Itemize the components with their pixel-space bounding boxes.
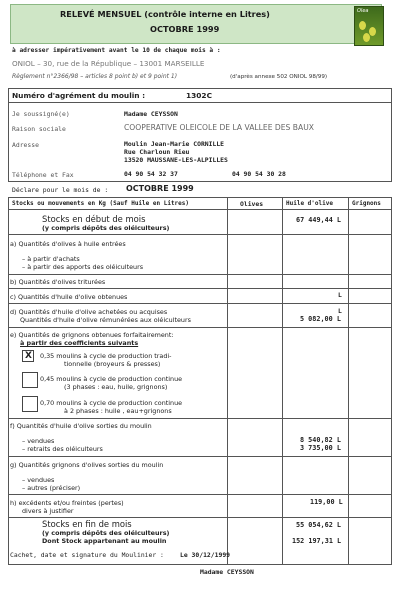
reglement-text: Règlement n°2366/98 – articles 8 point b) et 9 point 1)	[12, 73, 178, 80]
cachet-date: Le 30/12/1999	[180, 551, 231, 559]
e-sub: à partir des coefficients suivants	[20, 339, 139, 347]
soussigne-label: Je soussigné(e)	[12, 110, 70, 118]
d-unit: L	[338, 307, 342, 315]
coef1-checkbox[interactable]	[22, 350, 34, 362]
form-title: RELEVÉ MENSUEL (contrôle interne en Litres)	[60, 9, 270, 19]
instruction-text: à adresser impérativement avant le 10 de chaque mois à :	[12, 47, 221, 54]
h-line2: divers à justifier	[22, 507, 74, 515]
col-divider-3	[348, 197, 349, 565]
adresse-label: Adresse	[12, 141, 39, 149]
adresse-line2: Rue Charloun Rieu	[124, 148, 190, 156]
col-divider-2	[282, 197, 283, 565]
adresse-line1: Moulin Jean-Marie CORNILLE	[124, 140, 225, 148]
coef3-line1: 0,70 moulins à cycle de production continue	[40, 399, 183, 407]
cachet-label: Cachet, date et signature du Moulinier :	[10, 551, 164, 559]
a-line1: – à partir d'achats	[22, 255, 80, 263]
g-line2: – autres (préciser)	[22, 484, 81, 492]
tel-label: Téléphone et Fax	[12, 171, 74, 179]
declare-label: Déclare pour le mois de :	[12, 186, 109, 194]
logo-label: Olea	[357, 8, 369, 14]
f-line2: – retraits des oléiculteurs	[22, 445, 103, 453]
raison-label: Raison sociale	[12, 125, 66, 133]
coef3-line2: à 2 phases : huile , eau+grignons	[64, 407, 172, 415]
row-divider	[8, 288, 392, 289]
stock-debut-huile: 67 449,44 L	[296, 216, 342, 224]
tel-value: 04 90 54 32 37	[124, 170, 178, 178]
col-header-huile: Huile d'olive	[286, 200, 333, 207]
stock-debut-title: Stocks en début de mois	[42, 214, 146, 224]
stock-fin-title: Stocks en fin de mois	[42, 519, 132, 529]
agrement-value: 1302C	[186, 91, 212, 100]
row-divider	[8, 274, 392, 275]
c-title: c) Quantités d'huile d'olive obtenues	[10, 293, 128, 301]
coef3-checkbox[interactable]	[22, 396, 38, 412]
form-month: OCTOBRE 1999	[150, 24, 220, 34]
g-title: g) Quantités grignons d'olives sorties du moulin	[10, 461, 164, 469]
row-divider	[8, 494, 392, 495]
col-divider-1	[227, 197, 228, 565]
col-header-olives: Olives	[240, 200, 264, 208]
row-divider	[8, 234, 392, 235]
check-mark-icon: X	[25, 351, 32, 361]
row-divider	[8, 418, 392, 419]
a-line2: – à partir des apports des oléiculteurs	[22, 263, 144, 271]
stock-fin-value2: 152 197,31 L	[292, 537, 342, 545]
e-title: e) Quantités de grignons obtenues forfaitairement:	[10, 331, 174, 339]
fax-value: 04 90 54 30 28	[232, 170, 286, 178]
h-value: 119,00 L	[310, 498, 343, 506]
stock-fin-sub1: (y compris dépôts des oléiculteurs)	[42, 529, 170, 537]
d-line1: d) Quantités d'huile d'olive achetées ou acquises	[10, 308, 168, 316]
oniol-address: ONIOL – 30, rue de la République – 13001 MARSEILLE	[12, 59, 205, 68]
row-divider	[8, 303, 392, 304]
annexe-text: (d'après annexe 502 ONIOL 98/99)	[230, 74, 328, 80]
row-divider	[8, 456, 392, 457]
raison-value: COOPERATIVE OLEICOLE DE LA VALLEE DES BAUX	[124, 123, 314, 132]
f-value1: 8 540,82 L	[300, 436, 341, 444]
adresse-line3: 13520 MAUSSANE-LES-ALPILLES	[124, 156, 228, 164]
declare-value: OCTOBRE 1999	[126, 184, 194, 193]
g-line1: – vendues	[22, 476, 55, 484]
c-unit: L	[338, 291, 342, 299]
coef1-line1: 0,35 moulins à cycle de production tradi-	[40, 352, 172, 360]
row-divider	[8, 517, 392, 518]
stock-fin-sub2: Dont Stock appartenant au moulin	[42, 537, 167, 545]
olive-logo-icon	[354, 6, 384, 46]
a-title: a) Quantités d'olives à huile entrées	[10, 240, 126, 248]
coef1-line2: tionnelle (broyeurs & presses)	[64, 360, 161, 368]
soussigne-value: Madame CEYSSON	[124, 110, 178, 118]
coef2-line2: (3 phases : eau, huile, grignons)	[64, 383, 168, 391]
col-header-desc: Stocks ou mouvements en Kg (Sauf Huile en Litres)	[12, 200, 190, 207]
f-line1: – vendues	[22, 437, 55, 445]
coef2-line1: 0,45 moulins à cycle de production continue	[40, 375, 183, 383]
d-value: 5 082,00 L	[300, 315, 341, 323]
f-value2: 3 735,00 L	[300, 444, 341, 452]
stock-debut-sub: (y compris dépôts des oléiculteurs)	[42, 224, 170, 232]
row-divider	[8, 327, 392, 328]
d-line2: Quantités d'huile d'olive rémunérées aux oléiculteurs	[20, 316, 191, 324]
h-line1: h) excédents et/ou freintes (pertes)	[10, 499, 124, 507]
b-title: b) Quantités d'olives triturées	[10, 278, 106, 286]
f-title: f) Quantités d'huile d'olive sorties du moulin	[10, 422, 152, 430]
coef2-checkbox[interactable]	[22, 372, 38, 388]
signature: Madame CEYSSON	[200, 568, 254, 576]
agrement-label: Numéro d'agrément du moulin :	[12, 91, 146, 100]
col-header-grignons: Grignons	[352, 200, 381, 207]
header-divider	[8, 209, 392, 210]
stock-fin-value1: 55 054,62 L	[296, 521, 342, 529]
